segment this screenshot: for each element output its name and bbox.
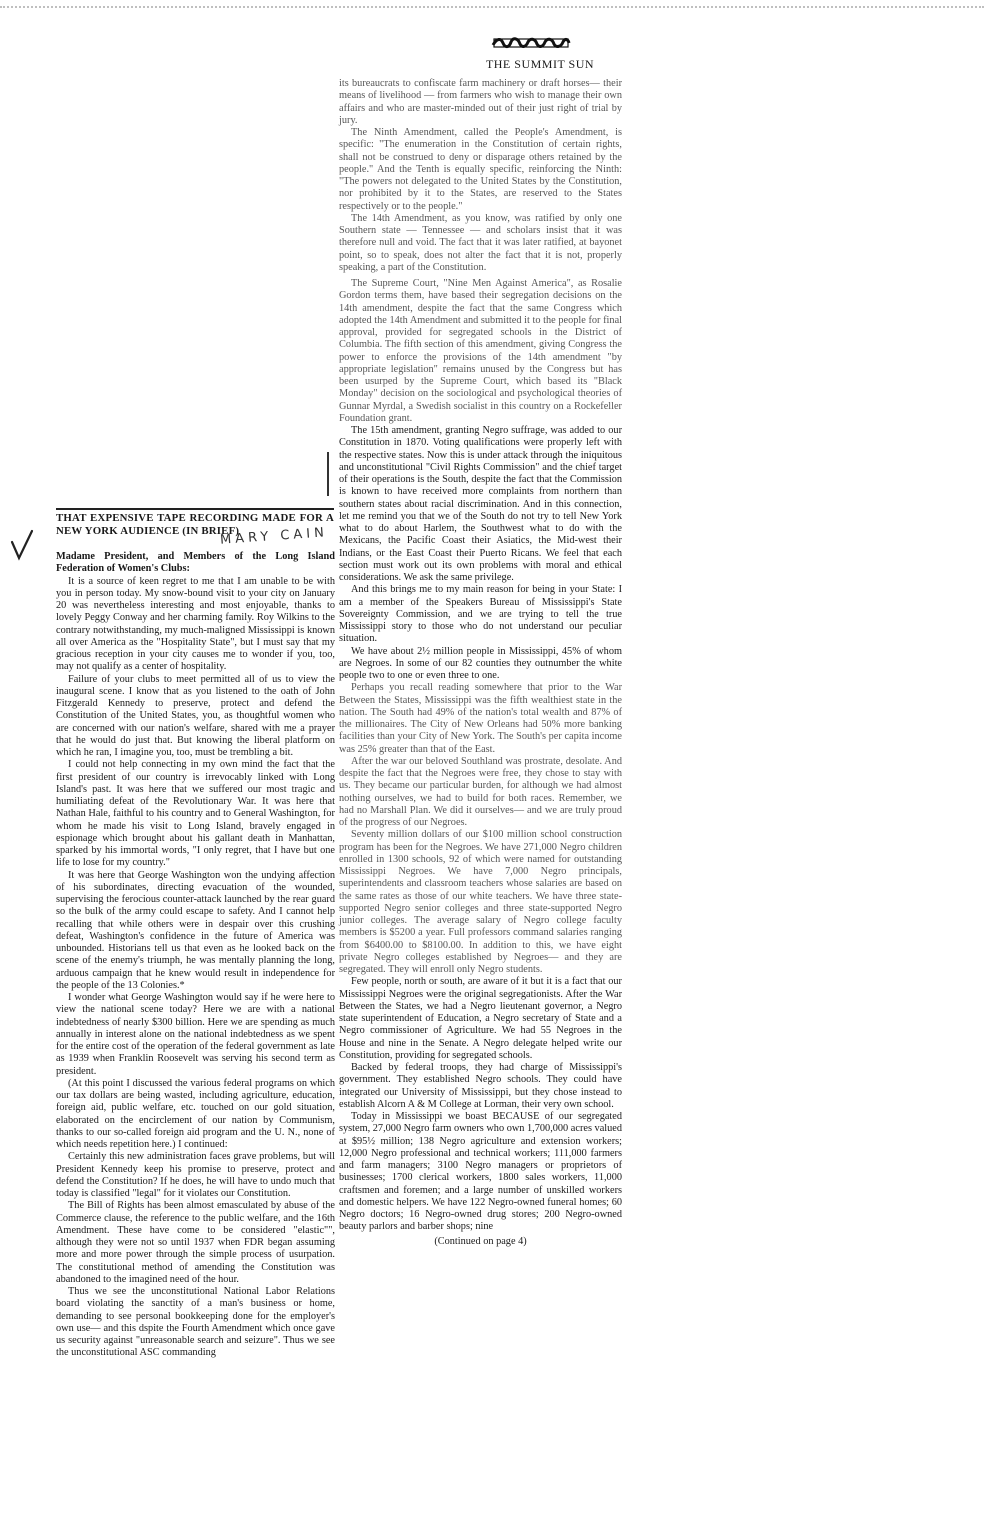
paragraph: The 14th Amendment, as you know, was ratified by only one Southern state — Tennessee — and scholars insist that it was therefore null and void. The fact that it was later ratified, at bayonet point, so to speak, does not alter the fact that it is not, properly speaking, a part of the Constitution. — [339, 212, 622, 273]
paragraph: Certainly this new administration faces grave problems, but will President Kennedy keep his promise to preserve, protect and defend the Constitution? If he does, he will have to undo much that today is classified "legal" for it violates our Constitution. — [56, 1151, 335, 1199]
paragraph: Perhaps you recall reading somewhere that prior to the War Between the States, Mississippi was the fifth wealthiest state in the nation. The South had 49% of the nation's total wealth and 87% of the millionaires. The City of New Orleans had 50% more banking facilities than your City of New York. The South's per capita income was 25% greater than that of the East. — [339, 682, 622, 755]
left-column — [56, 508, 335, 1360]
paragraph: It is a source of keen regret to me that I am unable to be with you in person today. My snow-bound visit to your city on January 20 was nevertheless interesting and most enjoyable, thanks to lovely Peggy Conway and her charming family. Roy Wilkins to the contrary notwithstanding, my much-maligned Mississippi is known all over America as the "Hospitality State", but I must say that my gracious reception in your city causes me to wonder if you, too, may not qualify as a center of hospitality. — [56, 575, 335, 673]
masthead-title: THE SUMMIT SUN — [485, 57, 595, 71]
handwritten-note: MARY CAIN — [219, 525, 329, 548]
paragraph: Today in Mississippi we boast BECAUSE of our segregated system, 27,000 Negro farm owners who own 1,700,000 acres valued at $95½ million; 138 Negro agriculture and extension workers; 12,000 Negro professional and technical workers; 111,000 farmers and farm managers; 3100 Negro managers or proprietors of businesses; 1700 clerical workers, 1800 sales workers, 11,000 craftsmen and foremen; and a large number of unskilled workers and domestic helpers. We have 122 Negro-owned funeral homes; 60 Negro doctors; 16 Negro-owned drug stores; 200 Negro-owned beauty parlors and barber shops; nine — [339, 1111, 622, 1233]
paragraph: The Ninth Amendment, called the People's Amendment, is specific: "The enumeration in the Constitution of certain rights, shall not be construed to deny or disparage others retained by the people." And the Tenth is equally specific, reinforcing the Ninth: "The powers not delegated to the United States by the Constitution, nor prohibited by it to the States, are reserved to the States respectively or to the people." — [339, 127, 622, 212]
column-divider — [327, 452, 329, 496]
paragraph: Few people, north or south, are aware of it but it is a fact that our Mississippi Negroes were the original segregationists. After the War Between the States, we had a Negro lieutenant governor, a Negro state superintendent of Education, a Negro secretary of State and a Negro commissioner of Agriculture. We had 55 Negroes in the House and nine in the Senate. A Negro delegate helped write our Constitution, providing for segregated schools. — [339, 976, 622, 1061]
paragraph: I wonder what George Washington would say if he were here to view the national scene today? Here we are with a national indebtedness of nearly $300 billion. Here we are spending as much annually in interest alone on the national indebtedness as we spent for the entire cost of the operation of the federal government as late as 1939 when Franklin Roosevelt was serving his second term as president. — [56, 992, 335, 1077]
paragraph: (At this point I discussed the various federal programs on which our tax dollars are being wasted, including agriculture, education, foreign aid, public welfare, etc. touched on our gold situation, elaborated on the encirclement of our nation by Communism, thanks to our so-called foreign aid program and the U. N., none of which needs repetition here.) I continued: — [56, 1077, 335, 1150]
paragraph: And this brings me to my main reason for being in your State: I am a member of the Speakers Bureau of Mississippi's State Sovereignty Commission, and we are trying to tell the true Mississippi story to those who do not understand our peculiar situation. — [339, 584, 622, 645]
check-mark-icon — [9, 528, 35, 562]
right-column — [339, 78, 622, 1248]
page-top-border — [0, 6, 984, 8]
paragraph: We have about 2½ million people in Mississippi, 45% of whom are Negroes. In some of our 82 counties they outnumber the white people two to one or even three to one. — [339, 645, 622, 681]
paragraph: The Bill of Rights has been almost emasculated by abuse of the Commerce clause, the reference to the public welfare, and the 16th Amendment. These have come to be considered "elastic"", although they were not so until 1937 when FDR began assuming more and more power through the simple process of usurpation. The constitutional method of amending the Constitution was abandoned to the imagined need of the hour. — [56, 1200, 335, 1285]
paragraph: Failure of your clubs to meet permitted all of us to view the inaugural scene. I know that as you listened to the oath of John Fitzgerald Kennedy to preserve, protect and defend the Constitution of the United States, you, as thoughtful women who are concerned with our nation's welfare, shared with me a prayer that he would do just that. But knowing the liberal platform on which he ran, I imagine you, too, must be trembling a bit. — [56, 673, 335, 758]
salutation: Madame President, and Members of the Long Island Federation of Women's Clubs: — [56, 551, 335, 575]
paragraph: Thus we see the unconstitutional National Labor Relations board violating the sanctity of a man's business or home, demanding to see personal bookkeeping done for the employer's own use— and this dspite the Fourth Amendment which once gave us security against "unreasonable search and seizure". Thus we see the unconstitutional ASC commanding — [56, 1286, 335, 1359]
paragraph: After the war our beloved Southland was prostrate, desolate. And despite the fact that the Negroes were free, they chose to stay with us. They became our particular burden, for although we had almost nothing ourselves, we had to build for both races. Remember, we had no Marshall Plan. We did it ourselves— and we are truly proud of the progress of our Negroes. — [339, 755, 622, 828]
paragraph: It was here that George Washington won the undying affection of his subordinates, directing evacuation of the wounded, supervising the ferocious counter-attack launched by the rear guard so the bulk of the army could escape to safety. And I cannot help recalling that while others were in despair over this crushing defeat, Washington's confidence in the future of America was unbounded. Historians tell us that even as he looked back on the scene of the enemy's triumph, he was mentally planning the long, arduous campaign that he knew would result in independence for the people of the 13 Colonies.* — [56, 869, 335, 991]
masthead-logo — [491, 36, 571, 50]
paragraph: Backed by federal troops, they had charge of Mississippi's government. They established Negro schools. They could have integrated our University of Mississippi, but they chose instead to establish Alcorn A & M College at Lorman, their very own school. — [339, 1062, 622, 1110]
paragraph: Seventy million dollars of our $100 million school construction program has been for the Negroes. We have 271,000 Negro children enrolled in 1300 schools, 92 of which were named for outstanding Mississippi Negroes. We have 7,000 Negro principals, superintendents and classroom teachers whose salaries are based on the same rates as those of our white teachers. We have three state-supported Negro senior colleges and three state-supported Negro junior colleges. The average salary of Negro college faculty members is $5200 a year. Full professors command salaries ranging from $6400.00 to $8100.00. In addition to this, we have eight private Negro colleges established by Negroes— and they are segregated. They will enroll only Negro students. — [339, 829, 622, 975]
paragraph: The 15th amendment, granting Negro suffrage, was added to our Constitution in 1870. Voting qualifications were properly left with the respective states. Now this is under attack through the iniquitous and unconstitutional "Civil Rights Commission" and the chief target of their operations is the South, despite the fact that the Commission is known to have received more complaints from northern than southern states about racial discrimination. And in this connection, let me remind you that we of the South do not try to tell New York what to do about Harlem, the Southwest what to do with the Mexicans, the Pacific Coast their Asiatics, the Mid-west their Indians, or the East Coast their Puerto Ricans. We feel that each section must work out its own problems with moral and ethical considerations. We ask the same privilege. — [339, 425, 622, 583]
article-heading: THAT EXPENSIVE TAPE RECORDING MADE FOR A NEW YORK AUDIENCE (IN BRIEF) — [56, 508, 334, 537]
paragraph: its bureaucrats to confiscate farm machinery or draft horses— their means of livelihood — from farmers who wish to manage their own affairs and who are master-minded out of their just right of trial by jury. — [339, 78, 622, 126]
paragraph: The Supreme Court, "Nine Men Against America", as Rosalie Gordon terms them, have based their segregation decisions on the 14th amendment, despite the fact that the same Congress which adopted the 14th Amendment and submitted it to the people for final approval, provided for segregated schools in the District of Columbia. The fifth section of this amendment, giving Congress the power to enforce the provisions of the 14th amendment "by appropriate legislation" remains unused by the Congress but has been usurped by the Supreme Court, which based its "Black Monday" decision on the sociological and psychological theories of Gunnar Myrdal, a Swedish socialist in this country on a Rockefeller Foundation grant. — [339, 278, 622, 424]
continued-note: (Continued on page 4) — [434, 1235, 527, 1247]
paragraph: I could not help connecting in my own mind the fact that the first president of our country is irrevocably linked with Long Island's past. It was here that we suffered our most tragic and humiliating defeat of the Revolutionary War. It was here that Nathan Hale, faithful to his country and to General Washington, for whom he made his visit to Long Island, bravely engaged in espionage which brought about his gallant death in Manhattan, sparked by his immortal words, "I only regret, that I have but one life to lose for my country." — [56, 759, 335, 869]
